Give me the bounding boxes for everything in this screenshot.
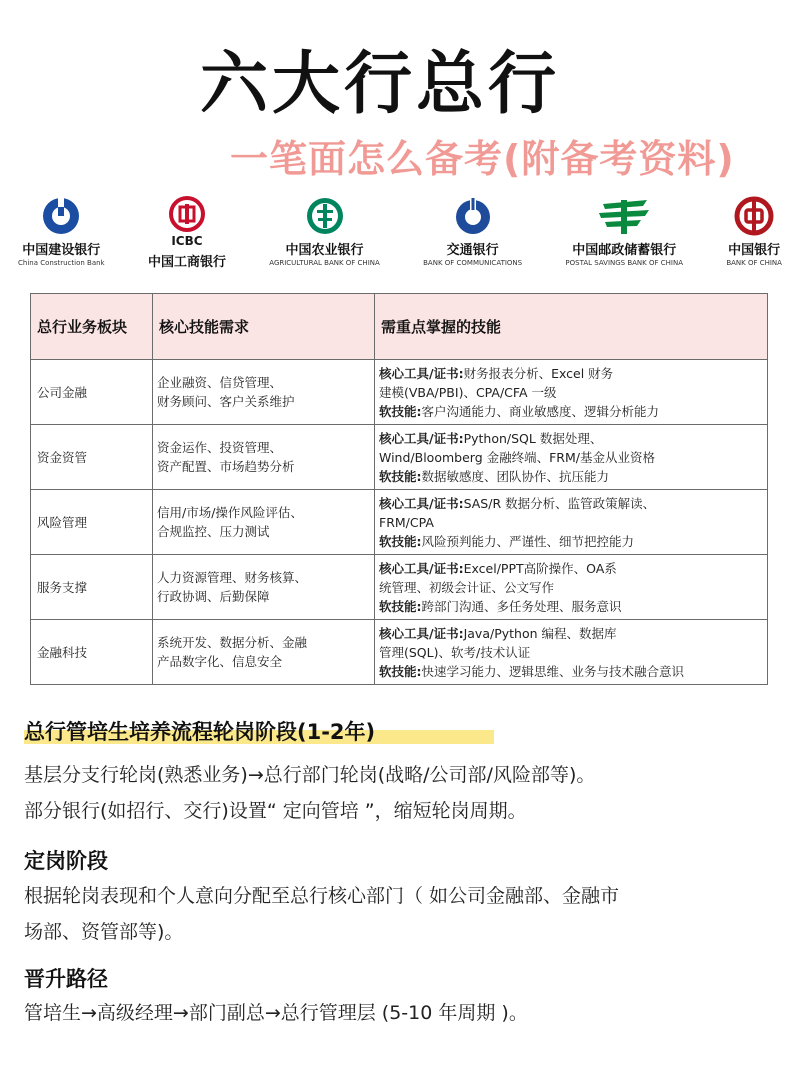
cell-area: 公司金融 xyxy=(31,360,153,425)
need-text: 风险预判能力、严谨性、细节把控能力 xyxy=(421,533,635,549)
need-label: 核心工具/证书: xyxy=(379,625,464,641)
core-line: 系统开发、数据分析、金融 xyxy=(157,635,308,650)
need-label: 软技能: xyxy=(379,533,422,549)
fixed-section-title: 定岗阶段 xyxy=(24,849,108,873)
cell-core xyxy=(153,425,375,490)
need-text: 管理(SQL)、软考/技术认证 xyxy=(379,644,531,660)
table-row xyxy=(31,490,768,555)
cell-core xyxy=(153,490,375,555)
need-text: 客户沟通能力、商业敏感度、逻辑分析能力 xyxy=(421,403,660,419)
bank-logos xyxy=(18,196,782,282)
cell-area: 服务支撑 xyxy=(31,555,153,620)
logo-abc xyxy=(269,196,380,267)
need-label: 核心工具/证书: xyxy=(379,560,464,576)
cell-area: 金融科技 xyxy=(31,620,153,685)
fixed-line: 根据轮岗表现和个人意向分配至总行核心部门（ 如公司金融部、金融市 xyxy=(24,885,620,907)
fixed-line: 场部、资管部等)。 xyxy=(24,921,184,943)
table-row xyxy=(31,360,768,425)
table-row xyxy=(31,425,768,490)
core-line: 行政协调、后勤保障 xyxy=(157,589,270,604)
abc-logo-icon xyxy=(305,196,345,236)
logo-icbc-cn: 中国工商银行 xyxy=(147,255,226,270)
logo-bocom xyxy=(423,196,522,267)
boc-logo-icon xyxy=(734,196,774,236)
table-row xyxy=(31,620,768,685)
cell-need xyxy=(375,360,768,425)
core-line: 财务顾问、客户关系维护 xyxy=(157,394,295,409)
need-text: Excel/PPT高阶操作、OA系 xyxy=(463,560,617,576)
logo-psbc-en: POSTAL SAVINGS BANK OF CHINA xyxy=(565,259,683,267)
rotation-paragraph xyxy=(24,757,784,829)
header-need: 需重点掌握的技能 xyxy=(375,294,768,360)
logo-boc-cn: 中国银行 xyxy=(728,243,781,258)
need-text: Python/SQL 数据处理、 xyxy=(463,430,603,446)
rotation-line: 基层分支行轮岗(熟悉业务)→总行部门轮岗(战略/公司部/风险部等)。 xyxy=(24,764,596,786)
need-label: 核心工具/证书: xyxy=(379,495,464,511)
cell-need xyxy=(375,425,768,490)
logo-abc-cn: 中国农业银行 xyxy=(285,243,364,258)
logo-icbc-en: ICBC xyxy=(171,234,203,248)
core-line: 资金运作、投资管理、 xyxy=(157,440,283,455)
header-area: 总行业务板块 xyxy=(31,294,153,360)
logo-bocom-cn: 交通银行 xyxy=(446,243,499,258)
logo-bocom-en: BANK OF COMMUNICATIONS xyxy=(423,259,523,267)
cell-core xyxy=(153,555,375,620)
need-label: 软技能: xyxy=(379,468,422,484)
need-text: 统管理、初级会计证、公文写作 xyxy=(379,579,555,595)
need-text: 数据敏感度、团队协作、抗压能力 xyxy=(421,468,610,484)
cell-core xyxy=(153,620,375,685)
need-text: 快速学习能力、逻辑思维、业务与技术融合意识 xyxy=(421,663,685,679)
need-text: 财务报表分析、Excel 财务 xyxy=(463,365,614,381)
logo-boc xyxy=(726,196,782,267)
cell-need xyxy=(375,555,768,620)
page-subtitle: 一笔面怎么备考(附备考资料) xyxy=(230,137,735,181)
header-core: 核心技能需求 xyxy=(153,294,375,360)
cell-area: 资金资管 xyxy=(31,425,153,490)
need-label: 核心工具/证书: xyxy=(379,365,464,381)
fixed-paragraph xyxy=(24,878,784,950)
cell-core xyxy=(153,360,375,425)
ccb-logo-icon xyxy=(41,196,81,236)
need-text: 跨部门沟通、多任务处理、服务意识 xyxy=(421,598,622,614)
need-text: Java/Python 编程、数据库 xyxy=(463,625,617,641)
logo-ccb-cn: 中国建设银行 xyxy=(22,243,101,258)
logo-psbc-cn: 中国邮政储蓄银行 xyxy=(572,243,677,258)
need-label: 核心工具/证书: xyxy=(379,430,464,446)
rotation-title-text: 总行管培生培养流程轮岗阶段(1-2年) xyxy=(24,720,376,744)
promo-paragraph xyxy=(24,995,784,1031)
core-line: 信用/市场/操作风险评估、 xyxy=(157,505,303,520)
table-row xyxy=(31,555,768,620)
psbc-logo-icon xyxy=(595,196,653,236)
promo-section-title: 晋升路径 xyxy=(24,967,108,991)
page-title: 六大行总行 xyxy=(199,45,560,124)
logo-abc-en: AGRICULTURAL BANK OF CHINA xyxy=(269,259,380,267)
logo-psbc xyxy=(565,196,683,267)
logo-boc-en: BANK OF CHINA xyxy=(726,259,782,267)
logo-ccb xyxy=(18,196,105,267)
rotation-line: 部分银行(如招行、交行)设置“ 定向管培 ”，缩短轮岗周期。 xyxy=(24,800,527,822)
need-text: SAS/R 数据分析、监管政策解读、 xyxy=(463,495,656,511)
promo-line: 管培生→高级经理→部门副总→总行管理层 (5-10 年周期 )。 xyxy=(24,1002,528,1024)
core-line: 合规监控、压力测试 xyxy=(157,524,270,539)
need-label: 软技能: xyxy=(379,403,422,419)
need-label: 软技能: xyxy=(379,598,422,614)
table-header-row xyxy=(31,294,768,360)
core-line: 产品数字化、信息安全 xyxy=(157,654,283,669)
cell-area: 风险管理 xyxy=(31,490,153,555)
logo-icbc xyxy=(148,196,226,270)
icbc-logo-icon xyxy=(169,196,205,232)
need-text: FRM/CPA xyxy=(379,514,434,530)
core-line: 资产配置、市场趋势分析 xyxy=(157,459,295,474)
need-text: 建模(VBA/PBI)、CPA/CFA 一级 xyxy=(379,384,557,400)
bocom-logo-icon xyxy=(453,196,493,236)
skills-table xyxy=(30,293,768,685)
cell-need xyxy=(375,490,768,555)
cell-need xyxy=(375,620,768,685)
logo-ccb-en: China Construction Bank xyxy=(18,259,105,267)
rotation-section-title xyxy=(24,716,375,744)
need-label: 软技能: xyxy=(379,663,422,679)
core-line: 人力资源管理、财务核算、 xyxy=(157,570,308,585)
core-line: 企业融资、信贷管理、 xyxy=(157,375,283,390)
need-text: Wind/Bloomberg 金融终端、FRM/基金从业资格 xyxy=(379,449,655,465)
